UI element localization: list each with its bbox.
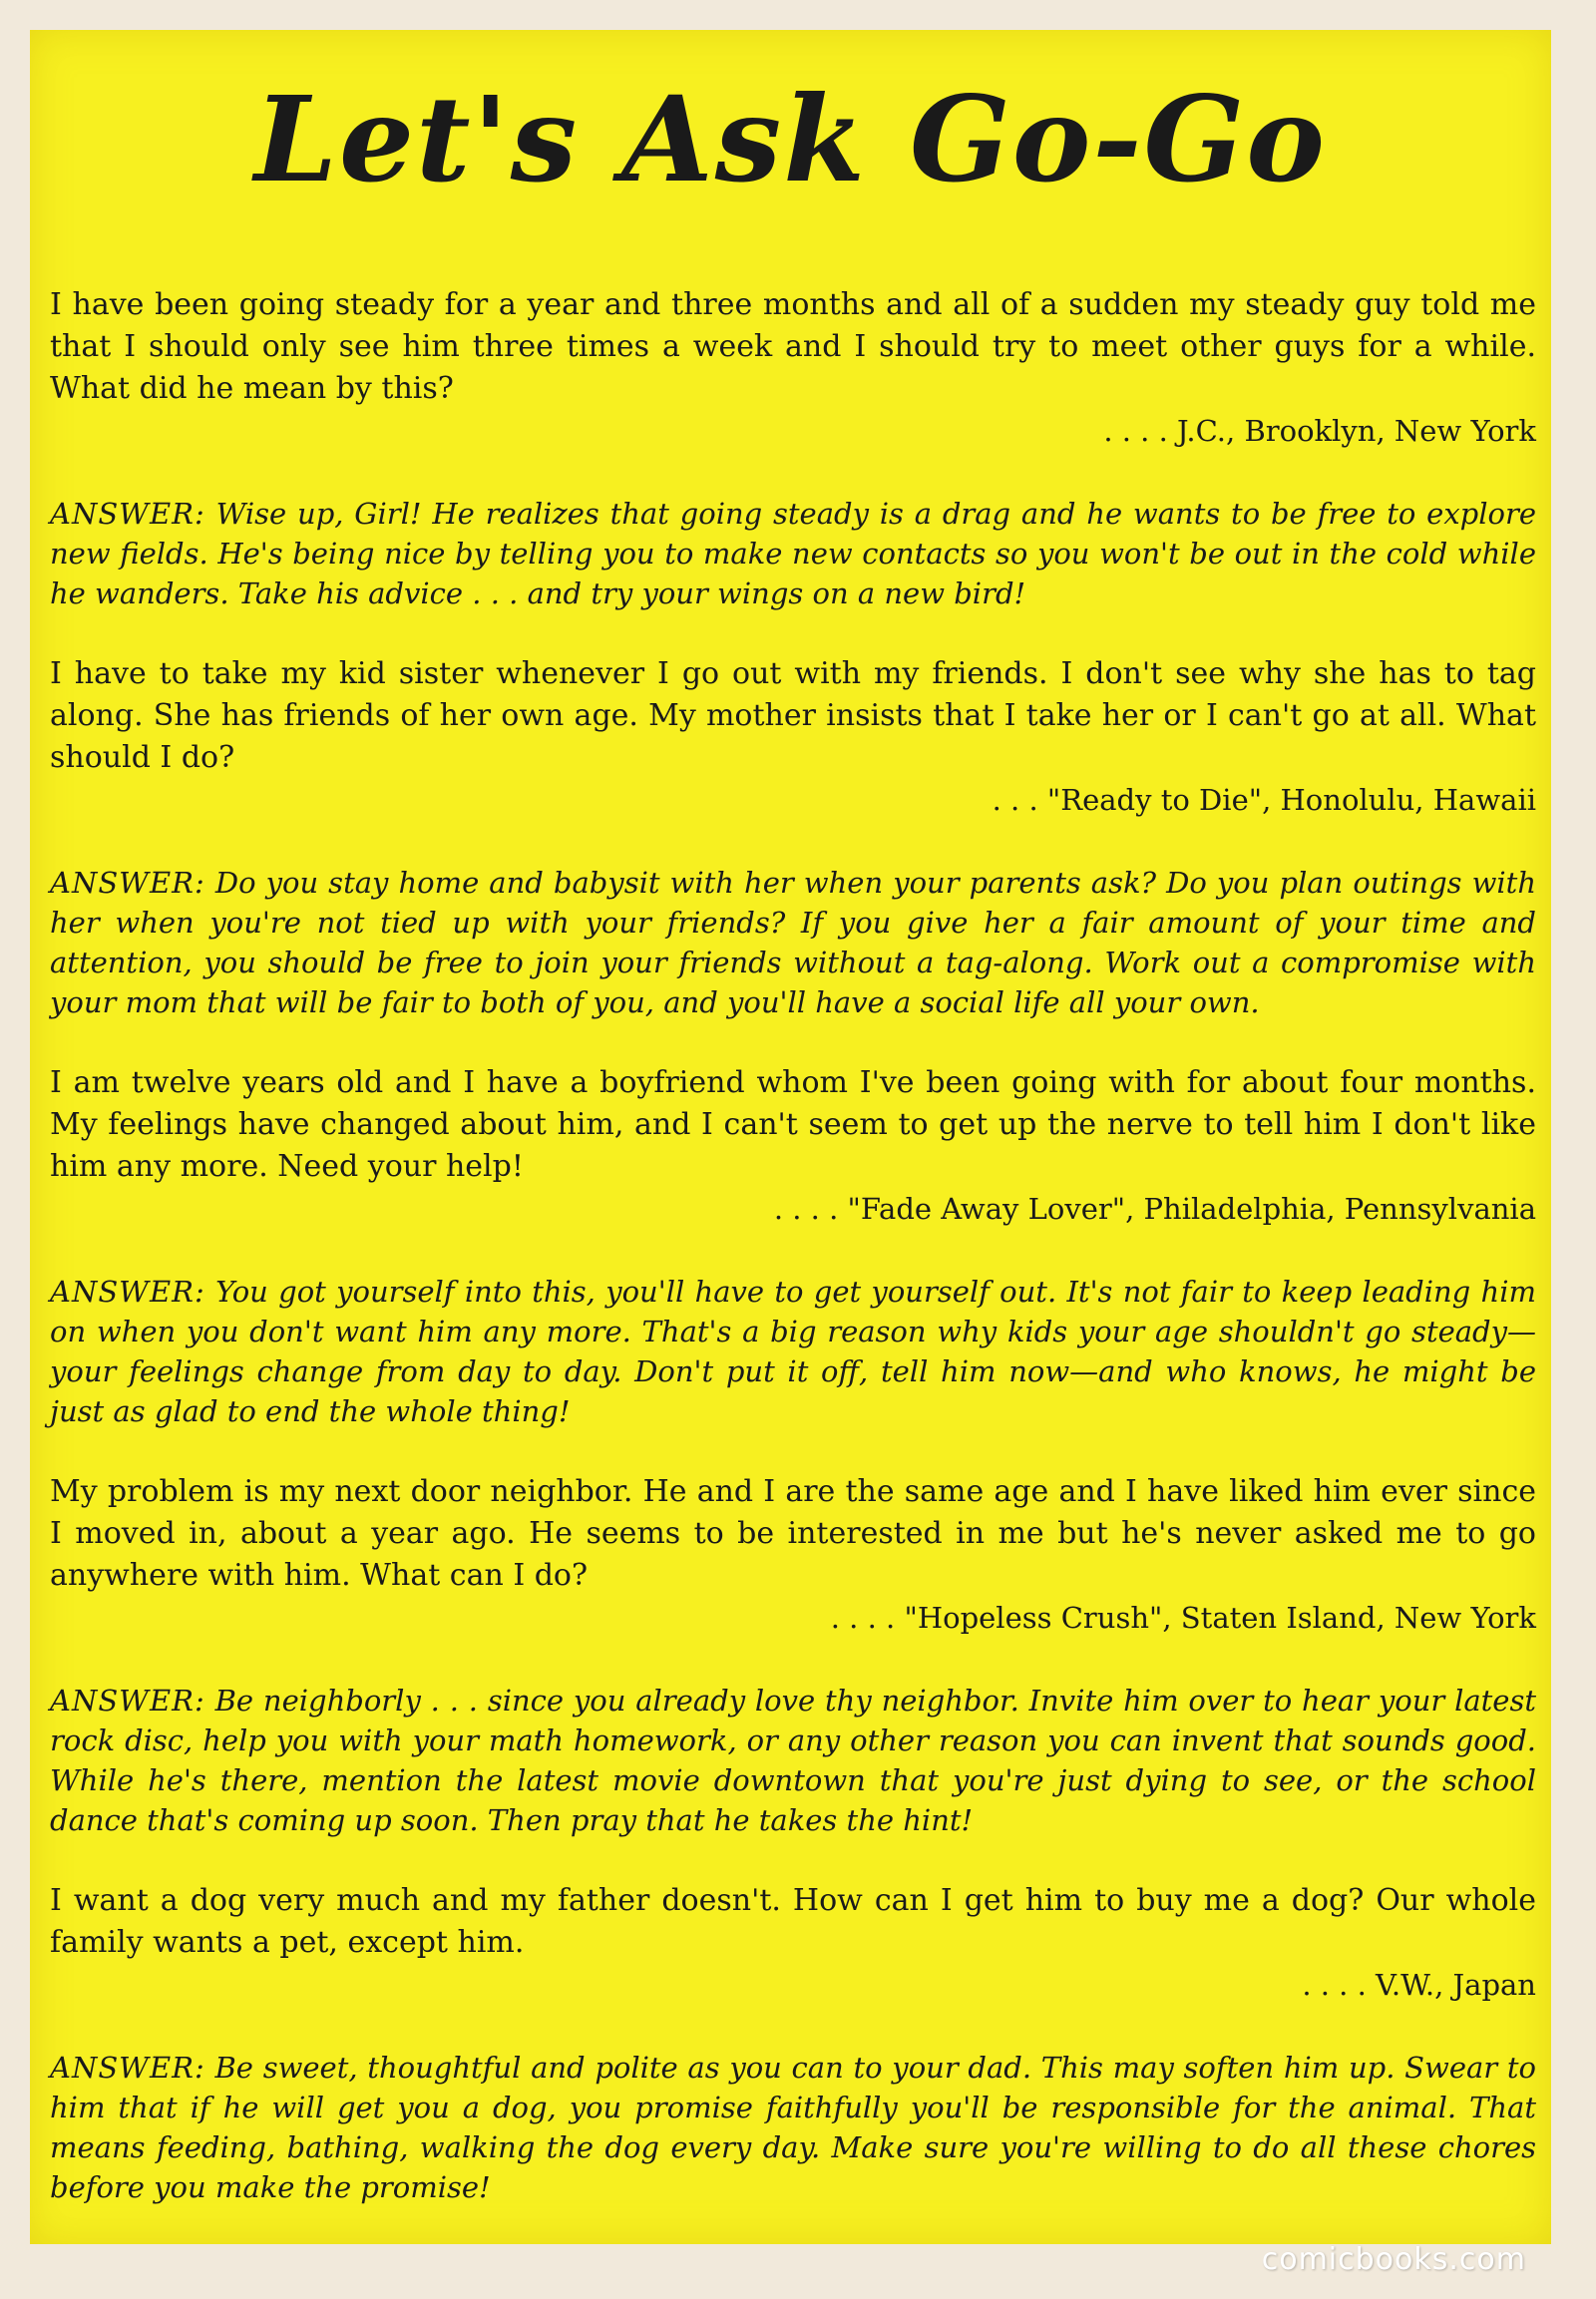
- answer-text: You got yourself into this, you'll have to get yourself out. It's not fair to keep leading him on when you don't want him any more. That's a big reason why kids your age shouldn't go steady—your feelings change from day to day. Don't put it off, tell him now—and who knows, he might be just as glad to end the whole thing!: [50, 1275, 1536, 1428]
- answer-paragraph: [50, 494, 1536, 613]
- reader-letter: I want a dog very much and my father doesn't. How can I get him to buy me a dog? Our whole family wants a pet, except him.: [50, 1883, 1536, 1960]
- qa-entry: [50, 284, 1536, 613]
- reader-letter: My problem is my next door neighbor. He and I are the same age and I have liked him ever since I moved in, about a year ago. He seems to be interested in me but he's never asked me to go anywhere with him. What can I do?: [50, 1474, 1536, 1593]
- answer-paragraph: [50, 2048, 1536, 2207]
- reader-signature: . . . . "Hopeless Crush", Staten Island, New York: [830, 1601, 1536, 1635]
- column-title: Let's Ask Go-Go: [254, 70, 1327, 208]
- answer-text: Be neighborly . . . since you already love thy neighbor. Invite him over to hear your latest rock disc, help you with your math homework, or any other reason you can invent that sounds good. While he's there, mention the latest movie downtown that you're just dying to see, or the school dance that's coming up soon. Then pray that he takes the hint!: [50, 1684, 1537, 1837]
- qa-entry: [50, 1471, 1536, 1840]
- reader-signature: . . . . "Fade Away Lover", Philadelphia, Pennsylvania: [773, 1192, 1536, 1226]
- answer-label: ANSWER:: [50, 2051, 205, 2085]
- answer-label: ANSWER:: [50, 497, 205, 531]
- answer-text: Wise up, Girl! He realizes that going steady is a drag and he wants to be free to explore new fields. He's being nice by telling you to make new contacts so you won't be out in the cold while he wanders. Take his advice . . . and try your wings on a new bird!: [50, 497, 1536, 610]
- qa-entry: [50, 1062, 1536, 1431]
- answer-paragraph: [50, 863, 1536, 1022]
- answer-paragraph: [50, 1681, 1536, 1840]
- reader-signature: . . . "Ready to Die", Honolulu, Hawaii: [992, 783, 1536, 817]
- column-content: [50, 284, 1536, 2247]
- answer-paragraph: [50, 1272, 1536, 1431]
- answer-label: ANSWER:: [50, 866, 205, 900]
- qa-entry: [50, 653, 1536, 1022]
- reader-signature: . . . . J.C., Brooklyn, New York: [1103, 414, 1536, 448]
- answer-text: Be sweet, thoughtful and polite as you can to your dad. This may soften him up. Swear to him that if he will get you a dog, you promise faithfully you'll be responsible for the animal. That means feeding, bathing, walking the dog every day. Make sure you're willing to do all these chores before you make the promise!: [50, 2051, 1537, 2204]
- answer-label: ANSWER:: [50, 1275, 205, 1309]
- reader-letter: I have been going steady for a year and three months and all of a sudden my steady guy told me that I should only see him three times a week and I should try to meet other guys for a while. What did he mean by this?: [50, 287, 1536, 406]
- watermark: comicbooks.com: [1261, 2242, 1526, 2277]
- reader-letter: I am twelve years old and I have a boyfriend whom I've been going with for about four months. My feelings have changed about him, and I can't seem to get up the nerve to tell him I don't like him any more. Need your help!: [50, 1065, 1536, 1184]
- advice-column-panel: [30, 30, 1551, 2244]
- qa-entry: [50, 1880, 1536, 2207]
- answer-text: Do you stay home and babysit with her when your parents ask? Do you plan outings with her when you're not tied up with your friends? If you give her a fair amount of your time and attention, you should be free to join your friends without a tag-along. Work out a compromise with your mom that will be fair to both of you, and you'll have a social life all your own.: [50, 866, 1537, 1019]
- answer-label: ANSWER:: [50, 1684, 205, 1718]
- reader-signature: . . . . V.W., Japan: [1302, 1968, 1536, 2002]
- reader-letter: I have to take my kid sister whenever I go out with my friends. I don't see why she has to tag along. She has friends of her own age. My mother insists that I take her or I can't go at all. What should I do?: [50, 656, 1536, 775]
